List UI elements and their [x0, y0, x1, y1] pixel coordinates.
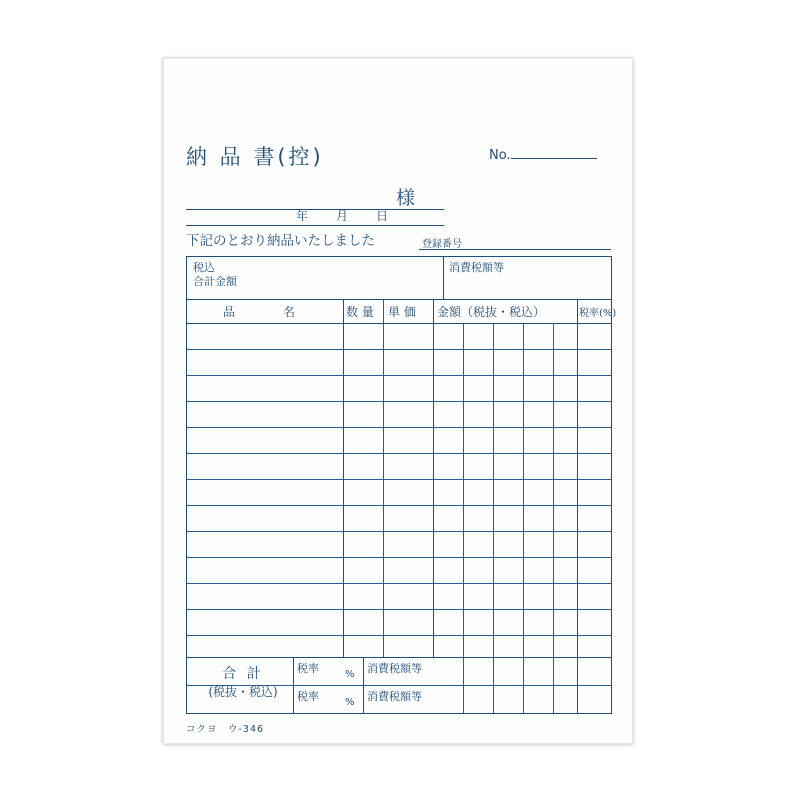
table-rule	[363, 657, 364, 713]
registration-number-label: 登録番号	[422, 239, 462, 250]
col-header-tax-rate: 税率(%)	[579, 308, 617, 319]
table-rule	[553, 323, 554, 657]
table-rule	[493, 323, 494, 657]
table-rule	[187, 657, 611, 658]
table-rule	[187, 427, 611, 428]
consumption-tax-label: 消費税額等	[449, 261, 504, 274]
footer-tax-rate-label-2: 税率	[297, 690, 319, 703]
page-title: 納 品 書(控)	[186, 145, 324, 169]
table-rule	[187, 505, 611, 506]
table-rule	[187, 401, 611, 402]
statement-text: 下記のとおり納品いたしました	[186, 233, 375, 249]
product-code: コクヨ ウ-346	[186, 724, 265, 735]
table-rule	[577, 657, 578, 713]
delivery-note-sheet	[163, 58, 633, 744]
tax-included-total-label: 税込 合計金額	[193, 261, 237, 288]
table-rule	[187, 583, 611, 584]
customer-honorific: 様	[396, 187, 416, 209]
col-header-amount: 金額（税抜・税込）	[437, 305, 546, 319]
table-rule	[433, 299, 434, 657]
table-rule	[577, 299, 578, 657]
table-rule	[293, 657, 294, 713]
footer-total-label: 合 計 (税抜・税込)	[208, 666, 278, 699]
col-header-item-name-right: 名	[283, 305, 296, 319]
date-month-label: 月	[336, 209, 349, 223]
table-rule	[187, 323, 611, 324]
date-labels	[296, 207, 388, 224]
table-rule	[383, 299, 384, 657]
document-number-rule	[511, 147, 597, 159]
table-rule	[187, 609, 611, 610]
table-rule	[187, 557, 611, 558]
footer-consumption-tax-label-2: 消費税額等	[367, 690, 422, 703]
col-header-unit-price: 単 価	[388, 305, 416, 319]
table-rule	[187, 349, 611, 350]
date-rule	[186, 225, 444, 226]
footer-percent-1: %	[345, 669, 355, 680]
document-number-label: No.	[489, 148, 511, 163]
footer-tax-rate-label-1: 税率	[297, 662, 319, 675]
table-rule	[187, 299, 611, 300]
col-header-quantity: 数 量	[346, 305, 374, 319]
date-year-label: 年	[296, 209, 309, 223]
footer-percent-2: %	[345, 697, 355, 708]
table-rule	[493, 657, 494, 713]
table-rule	[187, 531, 611, 532]
table-rule	[523, 323, 524, 657]
line-items-table	[186, 256, 617, 714]
table-rule	[187, 635, 611, 636]
table-rule	[187, 453, 611, 454]
col-header-item-name-left: 品	[223, 305, 236, 319]
table-rule	[343, 299, 344, 657]
table-rule	[463, 323, 464, 657]
table-rule	[463, 657, 464, 713]
footer-consumption-tax-label-1: 消費税額等	[367, 662, 422, 675]
table-rule	[443, 257, 444, 299]
table-rule	[523, 657, 524, 713]
document-number-field	[489, 147, 609, 163]
table-rule	[187, 375, 611, 376]
date-day-label: 日	[376, 209, 389, 223]
table-rule	[187, 479, 611, 480]
registration-number-rule	[419, 249, 611, 250]
table-rule	[553, 657, 554, 713]
